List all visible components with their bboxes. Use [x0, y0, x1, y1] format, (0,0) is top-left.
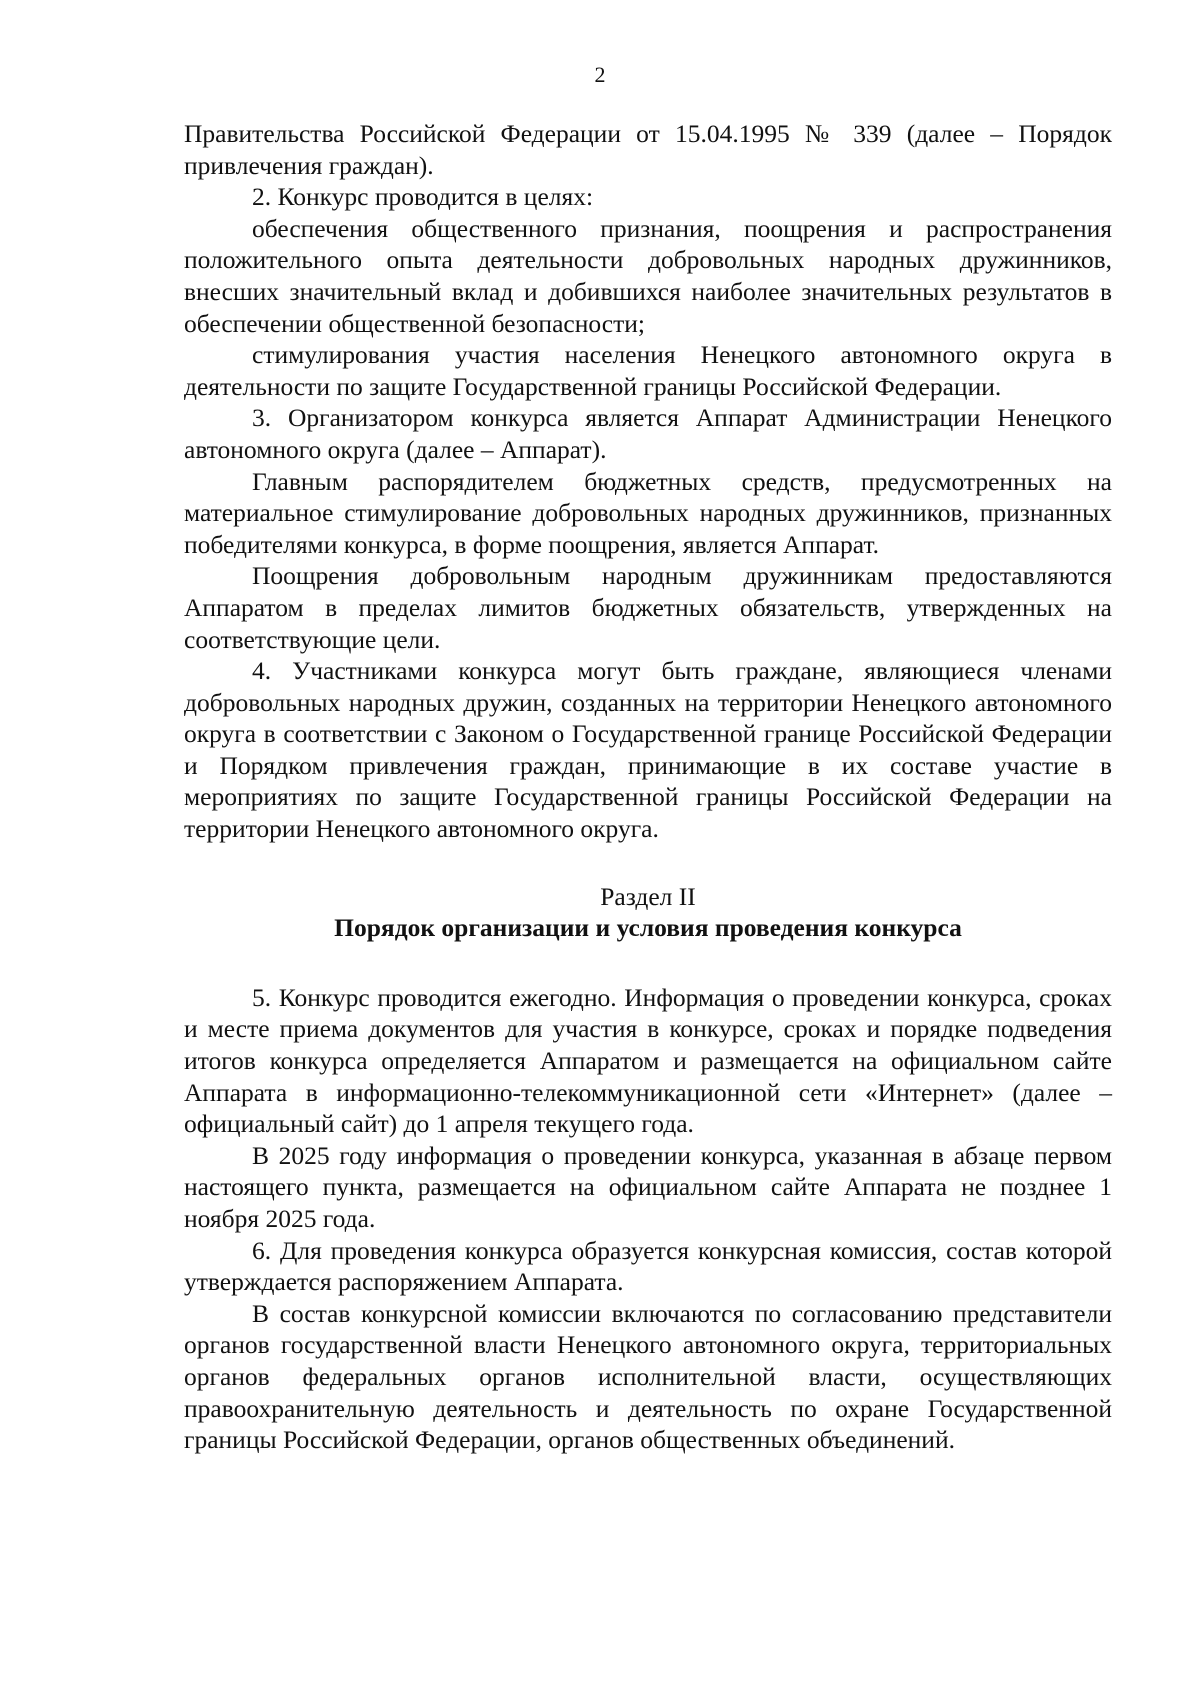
paragraphs-before: [184, 118, 1112, 845]
paragraph: Правительства Российской Федерации от 15.04.1995 № 339 (далее – Порядок привлечения граждан).: [184, 119, 1112, 180]
paragraph: 2. Конкурс проводится в целях:: [252, 182, 594, 212]
section-heading: [184, 881, 1112, 944]
section-label: Раздел II: [600, 881, 696, 911]
paragraph: 3. Организатором конкурса является Аппарат Администрации Ненецкого автономного округа (далее – Аппарат).: [184, 403, 1112, 464]
page-number: 2: [594, 62, 606, 87]
paragraph: стимулирования участия населения Ненецкого автономного округа в деятельности по защите Государственной границы Российской Федерации.: [184, 340, 1112, 401]
paragraph: 6. Для проведения конкурса образуется конкурсная комиссия, состав которой утверждается распоряжением Аппарата.: [184, 1235, 1112, 1297]
paragraph: 5. Конкурс проводится ежегодно. Информация о проведении конкурса, сроках и месте приема документов для участия в конкурсе, сроках и порядке подведения итогов конкурса определяется Аппаратом и размещается на официальном сайте Аппарата в информационно-телекоммуникационной сети «Интернет» (далее – официальный сайт) до 1 апреля текущего года.: [184, 982, 1112, 1139]
paragraph: 4. Участниками конкурса могут быть граждане, являющиеся членами добровольных народных дружин, созданных на территории Ненецкого автономного округа в соответствии с Законом о Государственной границе Российской Федерации и Порядком привлечения граждан, принимающие в их составе участие в мероприятиях по защите Государственной границы Российской Федерации на территории Ненецкого автономного округа.: [184, 656, 1112, 844]
paragraph: обеспечения общественного признания, поощрения и распространения положительного опыта деятельности добровольных народных дружинников, внесших значительный вклад и добившихся наиболее значительных результатов в обеспечении общественной безопасности;: [184, 213, 1112, 338]
paragraphs-after: [184, 982, 1112, 1456]
paragraph: Поощрения добровольным народным дружинникам предоставляются Аппаратом в пределах лимитов бюджетных обязательств, утвержденных на соответствующие цели.: [184, 561, 1112, 654]
section-title: Порядок организации и условия проведения конкурса: [334, 913, 962, 943]
paragraph: В состав конкурсной комиссии включаются по согласованию представители органов государственной власти Ненецкого автономного округа, территориальных органов федеральных органов исполнительной власти, осуществляющих правоохранительную деятельность и деятельность по охране Государственной границы Российской Федерации, органов общественных объединений.: [184, 1298, 1112, 1455]
paragraph: Главным распорядителем бюджетных средств, предусмотренных на материальное стимулирование добровольных народных дружинников, признанных победителями конкурса, в форме поощрения, является Аппарат.: [184, 466, 1112, 559]
paragraph: В 2025 году информация о проведении конкурса, указанная в абзаце первом настоящего пункта, размещается на официальном сайте Аппарата не позднее 1 ноября 2025 года.: [184, 1140, 1112, 1233]
document-body: [184, 118, 1112, 1456]
